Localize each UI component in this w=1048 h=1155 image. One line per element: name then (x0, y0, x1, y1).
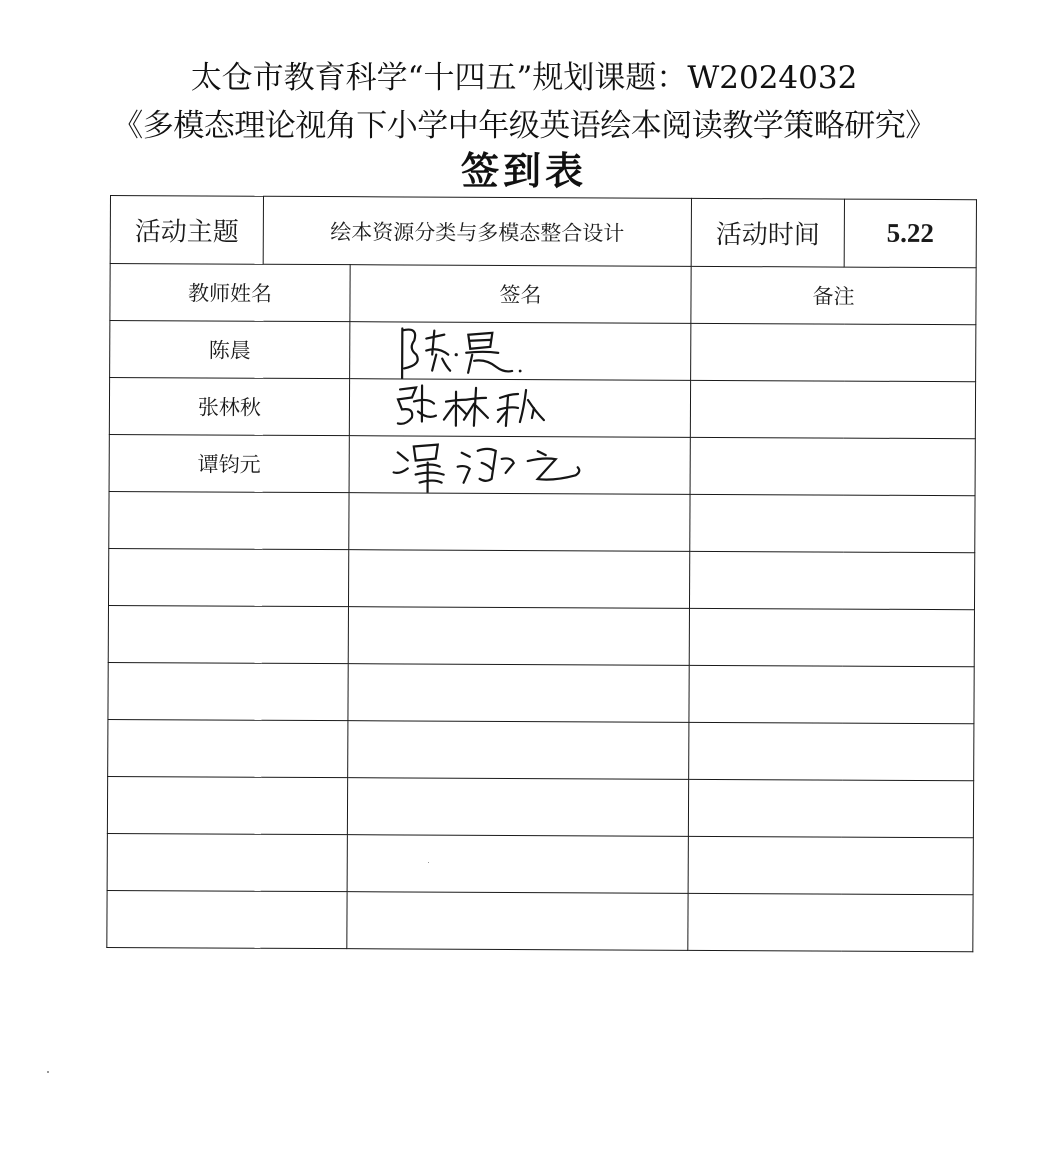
scan-speck (47, 1071, 49, 1073)
signature-cell (348, 607, 689, 666)
table-row (109, 491, 975, 552)
scan-speck (428, 862, 429, 863)
column-header-signature: 签名 (350, 265, 691, 324)
note-cell (691, 323, 976, 381)
note-cell (690, 437, 975, 495)
teacher-name-cell (107, 890, 347, 948)
topic-value: 绘本资源分类与多模态整合设计 (263, 196, 691, 266)
table-row (107, 890, 973, 951)
table-row (108, 605, 974, 666)
teacher-name-cell (108, 548, 348, 606)
teacher-name-cell (107, 776, 347, 834)
table-row (107, 776, 973, 837)
table-row (107, 833, 973, 894)
signature-cell (349, 493, 690, 552)
note-cell (689, 551, 974, 609)
table-row (109, 378, 975, 439)
document-title-line1: 太仓市教育科学“十四五”规划课题：W2024032 (190, 60, 858, 96)
note-cell (690, 380, 975, 438)
time-value: 5.22 (844, 199, 976, 268)
table-row (108, 548, 974, 609)
signature-cell (347, 778, 688, 837)
handwritten-signature (388, 324, 618, 380)
note-cell (689, 722, 974, 780)
note-cell (689, 665, 974, 723)
note-cell (688, 779, 973, 837)
document-title-signin-sheet: 签到表 (460, 148, 587, 193)
signin-rows (107, 321, 976, 952)
table-row (110, 321, 976, 382)
signature-cell (348, 721, 689, 780)
note-cell (689, 608, 974, 666)
note-cell (690, 494, 975, 552)
note-cell (688, 893, 973, 951)
signature-cell (349, 379, 690, 438)
topic-label: 活动主题 (110, 196, 263, 265)
signature-cell (348, 664, 689, 723)
teacher-name-cell (108, 662, 348, 720)
column-header-teacher-name: 教师姓名 (110, 264, 350, 322)
document-title-line2: 《多模态理论视角下小学中年级英语绘本阅读教学策略研究》 (112, 108, 936, 144)
table-row (109, 434, 975, 495)
teacher-name-cell (108, 719, 348, 777)
column-header-note: 备注 (691, 266, 976, 324)
teacher-name-cell: 陈晨 (110, 321, 350, 379)
teacher-name-cell (107, 833, 347, 891)
table-row (108, 719, 974, 780)
handwritten-signature (388, 381, 618, 437)
teacher-name-cell (109, 491, 349, 549)
teacher-name-cell (108, 605, 348, 663)
signature-cell (349, 436, 690, 495)
table-header-row (110, 196, 976, 268)
signature-cell (350, 322, 691, 381)
table-row (108, 662, 974, 723)
signature-cell (348, 550, 689, 609)
signature-cell (347, 892, 688, 951)
column-header-row (110, 264, 976, 325)
teacher-name-cell: 张林秋 (109, 378, 349, 436)
teacher-name-cell: 谭钧元 (109, 434, 349, 492)
signin-table (106, 195, 977, 952)
handwritten-signature (388, 438, 618, 494)
time-label: 活动时间 (691, 198, 844, 267)
note-cell (688, 836, 973, 894)
signature-cell (347, 835, 688, 894)
